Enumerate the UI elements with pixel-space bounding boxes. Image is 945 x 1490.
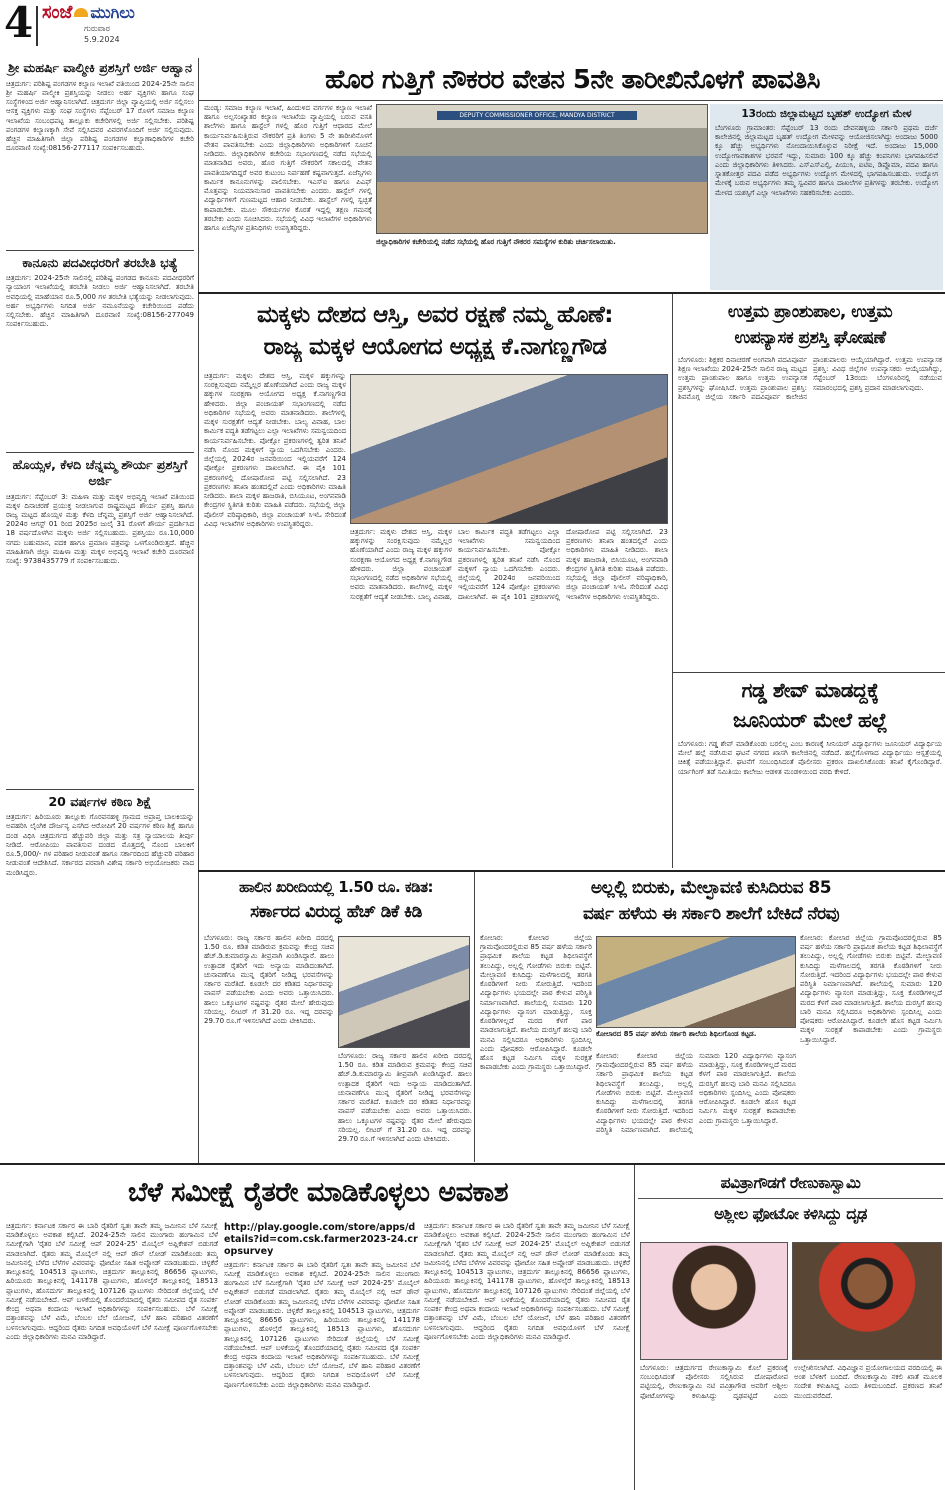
crop-app-link[interactable]: http://play.google.com/store/apps/details?id=com.csk.farmer2023-24.cropsurvey <box>224 1222 418 1257</box>
school-col-2 <box>596 1052 796 1160</box>
story-valmiki-body: ಚಿತ್ರದುರ್ಗ: ಪರಿಶಿಷ್ಟ ಪಂಗಡಗಳ ಕಲ್ಯಾಣ ಇಲಾಖೆ ವತಿಯಿಂದ 2024-25ನೇ ಸಾಲಿನ ಶ್ರೀ ಮಹರ್ಷಿ ವಾಲ್ಮೀಕಿ ಪ್ರಶಸ್ತಿಯನ್ನು ನೀಡಲು ಅರ್ಹ ವ್ಯಕ್ತಿಗಳು ಹಾಗೂ ಸಂಘ ಸಂಸ್ಥೆಗಳಿಂದ ಅರ್ಜಿ ಆಹ್ವಾನಿಸಲಾಗಿದೆ. ಚಿತ್ರದುರ್ಗ ಜಿಲ್ಲಾ ವ್ಯಾಪ್ತಿಯಲ್ಲಿ ಅರ್ಜಿ ಸಲ್ಲಿಸಲು ಆಸಕ್ತ ವ್ಯಕ್ತಿಗಳು ಮತ್ತು ಸಂಘ ಸಂಸ್ಥೆಗಳು ಸೆಪ್ಟೆಂಬರ್ 17 ರೊಳಗೆ ಸಮಾಜ ಕಲ್ಯಾಣ ಇಲಾಖೆಯ ಸಂಬಂಧಪಟ್ಟ ತಾಲ್ಲೂಕು ಕಚೇರಿಗಳಲ್ಲಿ ಅರ್ಜಿ ಸಲ್ಲಿಸಬೇಕು. ಪರಿಶಿಷ್ಟ ಪಂಗಡಗಳ ಕಲ್ಯಾಣಕ್ಕಾಗಿ ಸೇವೆ ಸಲ್ಲಿಸಿದವರ ವಿವರಗಳೊಂದಿಗೆ ಅರ್ಜಿ ಸಲ್ಲಿಸುವುದು. ಹೆಚ್ಚಿನ ಮಾಹಿತಿಗಾಗಿ ಜಿಲ್ಲಾ ಪರಿಶಿಷ್ಟ ಪಂಗಡಗಳ ಕಲ್ಯಾಣಾಧಿಕಾರಿಗಳ ಕಚೇರಿ ದೂರವಾಣಿ ಸಂಖ್ಯೆ:08156-277117 ಸಂಪರ್ಕಿಸಬಹುದು. <box>6 79 194 153</box>
jobfair-body: ಬೆಂಗಳೂರು ಗ್ರಾಮಾಂತರ: ಸೆಪ್ಟೆಂಬರ್ 13 ರಂದು ದೇವನಹಳ್ಳಿಯ ಸರ್ಕಾರಿ ಪ್ರಥಮ ದರ್ಜೆ ಕಾಲೇಜಿನಲ್ಲಿ ಜಿಲ್ಲಾಮಟ್ಟದ ಬೃಹತ್ ಉದ್ಯೋಗ ಮೇಳವನ್ನು ಆಯೋಜಿಸಲಾಗಿದ್ದು ಅಂದಾಜು 5000 ಕ್ಕೂ ಹೆಚ್ಚು ಅಭ್ಯರ್ಥಿಗಳು ನೋಂದಾಯಿಸಿಕೊಳ್ಳುವ ನಿರೀಕ್ಷೆ ಇದೆ. ಅಂದಾಜು 15,000 ಉದ್ಯೋಗಾವಕಾಶಗಳ ಭರವಸೆ ಇದ್ದು, ಸುಮಾರು 100 ಕ್ಕೂ ಹೆಚ್ಚು ಕಂಪನಿಗಳು ಭಾಗವಹಿಸಲಿವೆ ಎಂದು ಜಿಲ್ಲಾಧಿಕಾರಿಗಳು ತಿಳಿಸಿದರು. ಎಸ್ಎಸ್ಎಲ್ಸಿ, ಪಿಯುಸಿ, ಐಟಿಐ, ಡಿಪ್ಲೊಮಾ, ಪದವಿ ಹಾಗೂ ಸ್ನಾತಕೋತ್ತರ ಪದವಿ ಪಡೆದ ಅಭ್ಯರ್ಥಿಗಳು ಉದ್ಯೋಗ ಮೇಳದಲ್ಲಿ ಭಾಗವಹಿಸಬಹುದು. ಉದ್ಯೋಗ ಮೇಳಕ್ಕೆ ಬರುವ ಅಭ್ಯರ್ಥಿಗಳು ತಮ್ಮ ಸ್ವವಿವರ ಹಾಗೂ ದಾಖಲೆಗಳ ಪ್ರತಿಗಳನ್ನು ತರಬೇಕು. ಉದ್ಯೋಗ ಮೇಳದ ಯಶಸ್ಸಿಗೆ ಎಲ್ಲಾ ಇಲಾಖೆಗಳು ಸಹಕರಿಸಬೇಕು ಎಂದರು. <box>715 124 938 197</box>
divider-left-column <box>198 58 199 1163</box>
beard-body-col <box>678 740 942 866</box>
award-body-col <box>678 356 942 668</box>
story-valmiki-headline: ಶ್ರೀ ಮಹರ್ಷಿ ವಾಲ್ಮೀಕಿ ಪ್ರಶಸ್ತಿಗೆ ಅರ್ಜಿ ಆಹ್ವಾನ <box>8 60 192 75</box>
divider-crop-pavithra <box>634 1165 635 1490</box>
divider-top-band <box>198 100 943 101</box>
lead-col-1 <box>204 104 372 290</box>
brand-left: ಸಂಜೆ <box>42 2 73 23</box>
pavithra-body: ಬೆಂಗಳೂರು: ಚಿತ್ರದುರ್ಗದ ರೇಣುಕಾಸ್ವಾಮಿ ಕೊಲೆ ಪ್ರಕರಣಕ್ಕೆ ಸಂಬಂಧಿಸಿದಂತೆ ಪೊಲೀಸರು ಸಲ್ಲಿಸಿರುವ ದೋಷಾರೋಪ ಪಟ್ಟಿಯಲ್ಲಿ, ರೇಣುಕಾಸ್ವಾಮಿ ನಟಿ ಪವಿತ್ರಾಗೌಡ ಅವರಿಗೆ ಅಶ್ಲೀಲ ಫೋಟೋಗಳನ್ನು ಕಳುಹಿಸಿದ್ದು ದೃಢಪಟ್ಟಿದೆ ಎಂದು ಉಲ್ಲೇಖಿಸಲಾಗಿದೆ. ವಿಧಿವಿಜ್ಞಾನ ಪ್ರಯೋಗಾಲಯದ ವರದಿಯಲ್ಲಿ ಈ ಅಂಶ ಬೆಳಕಿಗೆ ಬಂದಿದೆ. ರೇಣುಕಾಸ್ವಾಮಿ ನಕಲಿ ಖಾತೆ ಮೂಲಕ ಸಂದೇಶ ಕಳುಹಿಸಿದ್ದ ಎಂದು ತಿಳಿದುಬಂದಿದೆ. ಪ್ರಕರಣದ ತನಿಖೆ ಮುಂದುವರೆದಿದೆ. <box>640 1364 942 1400</box>
pavithra-headline-2: ಅಶ್ಲೀಲ ಫೋಟೋ ಕಳಿಸಿದ್ದು ದೃಢ <box>714 1205 867 1223</box>
school-photo <box>596 936 796 1028</box>
divider-milk-school <box>474 872 475 1162</box>
school-photo-caption: ಕೋಲಾರದ 85 ವರ್ಷ ಹಳೆಯ ಸರ್ಕಾರಿ ಶಾಲೆಯ ಶಿಥಿಲಗೊಂಡ ಕಟ್ಟಡ. <box>596 1030 757 1038</box>
issue-date: 5.9.2024 <box>84 35 120 44</box>
sun-icon <box>74 8 88 17</box>
crop-body-cont-2: ಚಿತ್ರದುರ್ಗ: ಕರ್ನಾಟಕ ಸರ್ಕಾರ ಈ ಬಾರಿ ರೈತರಿಗೆ ಸ್ವತಃ ತಾವೇ ತಮ್ಮ ಜಮೀನಿನ ಬೆಳೆ ಸಮೀಕ್ಷೆ ಮಾಡಿಕೊಳ್ಳಲು ಅವಕಾಶ ಕಲ್ಪಿಸಿದೆ. 2024-25ನೇ ಸಾಲಿನ ಮುಂಗಾರು ಹಂಗಾಮಿನ ಬೆಳೆ ಸಮೀಕ್ಷೆಗಾಗಿ 'ರೈತರ ಬೆಳೆ ಸಮೀಕ್ಷೆ ಆಪ್ 2024-25' ಮೊಬೈಲ್ ಅಪ್ಲಿಕೇಶನ್ ಬಿಡುಗಡೆ ಮಾಡಲಾಗಿದೆ. ರೈತರು ತಮ್ಮ ಮೊಬೈಲ್ ನಲ್ಲಿ ಆಪ್ ಡೌನ್ ಲೋಡ್ ಮಾಡಿಕೊಂಡು ತಮ್ಮ ಜಮೀನಿನಲ್ಲಿ ಬೆಳೆದ ಬೆಳೆಗಳ ವಿವರವನ್ನು ಫೋಟೋ ಸಹಿತ ಅಪ್ಲೋಡ್ ಮಾಡಬಹುದು. ಚಳ್ಳಕೆರೆ ತಾಲ್ಲೂಕಿನಲ್ಲಿ 104513 ಪ್ಲಾಟುಗಳು, ಚಿತ್ರದುರ್ಗ ತಾಲ್ಲೂಕಿನಲ್ಲಿ 86656 ಪ್ಲಾಟುಗಳು, ಹಿರಿಯೂರು ತಾಲ್ಲೂಕಿನಲ್ಲಿ 141178 ಪ್ಲಾಟುಗಳು, ಹೊಳಲ್ಕೆರೆ ತಾಲ್ಲೂಕಿನಲ್ಲಿ 18513 ಪ್ಲಾಟುಗಳು, ಹೊಸದುರ್ಗ ತಾಲ್ಲೂಕಿನಲ್ಲಿ 107126 ಪ್ಲಾಟುಗಳು ಸೇರಿದಂತೆ ಜಿಲ್ಲೆಯಲ್ಲಿ ಬೆಳೆ ಸಮೀಕ್ಷೆ ನಡೆಯಬೇಕಿದೆ. ಆಪ್ ಬಳಕೆಯಲ್ಲಿ ತೊಂದರೆಯಾದಲ್ಲಿ ರೈತರು ಸಮೀಪದ ರೈತ ಸಂಪರ್ಕ ಕೇಂದ್ರ ಅಥವಾ ಕಂದಾಯ ಇಲಾಖೆ ಅಧಿಕಾರಿಗಳನ್ನು ಸಂಪರ್ಕಿಸಬಹುದು. ಬೆಳೆ ಸಮೀಕ್ಷೆ ದತ್ತಾಂಶವನ್ನು ಬೆಳೆ ವಿಮೆ, ಬೆಂಬಲ ಬೆಲೆ ಯೋಜನೆ, ಬೆಳೆ ಹಾನಿ ಪರಿಹಾರ ವಿತರಣೆಗೆ ಬಳಸಲಾಗುವುದು. ಆದ್ದರಿಂದ ರೈತರು ನಿಗದಿತ ಅವಧಿಯೊಳಗೆ ಬೆಳೆ ಸಮೀಕ್ಷೆ ಪೂರ್ಣಗೊಳಿಸಬೇಕು ಎಂದು ಜಿಲ್ಲಾಧಿಕಾರಿಗಳು ಮನವಿ ಮಾಡಿದ್ದಾರೆ. <box>424 1222 630 1341</box>
beard-headline-1: ಗಡ್ಡ ಶೇವ್ ಮಾಡದ್ದಕ್ಕೆ <box>741 678 879 702</box>
divider-bottom-band <box>0 1163 945 1165</box>
beard-headline-2: ಜೂನಿಯರ್ ಮೇಲೆ ಹಲ್ಲೆ <box>732 708 888 732</box>
milk-col-1 <box>204 934 334 1160</box>
milk-col-2 <box>338 1052 472 1160</box>
commission-headline-1: ಮಕ್ಕಳು ದೇಶದ ಆಸ್ತಿ, ಅವರ ರಕ್ಷಣೆ ನಮ್ಮ ಹೊಣೆ: <box>257 302 613 328</box>
commission-body-cont: ಚಿತ್ರದುರ್ಗ: ಮಕ್ಕಳು ದೇಶದ ಆಸ್ತಿ, ಮಕ್ಕಳ ಹಕ್ಕುಗಳನ್ನು ಸಂರಕ್ಷಿಸುವುದು ನಮ್ಮೆಲ್ಲರ ಹೊಣೆಯಾಗಿದೆ ಎಂದು ರಾಜ್ಯ ಮಕ್ಕಳ ಹಕ್ಕುಗಳ ಸಂರಕ್ಷಣಾ ಆಯೋಗದ ಅಧ್ಯಕ್ಷ ಕೆ.ನಾಗಣ್ಣಗೌಡ ಹೇಳಿದರು. ಜಿಲ್ಲಾ ಪಂಚಾಯತ್ ಸಭಾಂಗಣದಲ್ಲಿ ನಡೆದ ಅಧಿಕಾರಿಗಳ ಸಭೆಯಲ್ಲಿ ಅವರು ಮಾತನಾಡಿದರು. ಶಾಲೆಗಳಲ್ಲಿ ಮಕ್ಕಳ ಸುರಕ್ಷತೆಗೆ ಆದ್ಯತೆ ನೀಡಬೇಕು. ಬಾಲ್ಯ ವಿವಾಹ, ಬಾಲ ಕಾರ್ಮಿಕ ಪದ್ಧತಿ ತಡೆಗಟ್ಟಲು ಎಲ್ಲಾ ಇಲಾಖೆಗಳು ಸಮನ್ವಯದಿಂದ ಕಾರ್ಯನಿರ್ವಹಿಸಬೇಕು. ಪೋಕ್ಸೋ ಪ್ರಕರಣಗಳಲ್ಲಿ ತ್ವರಿತ ತನಿಖೆ ನಡೆಸಿ ನೊಂದ ಮಕ್ಕಳಿಗೆ ನ್ಯಾಯ ಒದಗಿಸಬೇಕು ಎಂದರು. ಜಿಲ್ಲೆಯಲ್ಲಿ 2024ರ ಜನವರಿಯಿಂದ ಇಲ್ಲಿಯವರೆಗೆ 124 ಪೋಕ್ಸೋ ಪ್ರಕರಣಗಳು ದಾಖಲಾಗಿವೆ. ಈ ಪೈಕಿ 101 ಪ್ರಕರಣಗಳಲ್ಲಿ ದೋಷಾರೋಪ ಪಟ್ಟಿ ಸಲ್ಲಿಸಲಾಗಿದೆ. 23 ಪ್ರಕರಣಗಳು ತನಿಖಾ ಹಂತದಲ್ಲಿವೆ ಎಂದು ಅಧಿಕಾರಿಗಳು ಮಾಹಿತಿ ನೀಡಿದರು. ಶಾಲಾ ಮಕ್ಕಳ ಹಾಜರಾತಿ, ಬಿಸಿಯೂಟ, ಅಂಗನವಾಡಿ ಕೇಂದ್ರಗಳ ಸ್ಥಿತಿಗತಿ ಕುರಿತು ಮಾಹಿತಿ ಪಡೆದರು. ಸಭೆಯಲ್ಲಿ ಜಿಲ್ಲಾ ಪೊಲೀಸ್ ವರಿಷ್ಠಾಧಿಕಾರಿ, ಜಿಲ್ಲಾ ಪಂಚಾಯತ್ ಸಿಇಓ ಸೇರಿದಂತೆ ವಿವಿಧ ಇಲಾಖೆಗಳ ಅಧಿಕಾರಿಗಳು ಉಪಸ್ಥಿತರಿದ್ದರು. <box>350 528 668 601</box>
jobfair-headline: 13ರಂದು ಜಿಲ್ಲಾಮಟ್ಟದ ಬೃಹತ್ ಉದ್ಯೋಗ ಮೇಳ <box>741 108 912 120</box>
commission-headline-2: ರಾಜ್ಯ ಮಕ್ಕಳ ಆಯೋಗದ ಅಧ್ಯಕ್ಷ ಕೆ.ನಾಗಣ್ಣಗೌಡ <box>263 334 607 360</box>
milk-body-cont: ಬೆಂಗಳೂರು: ರಾಜ್ಯ ಸರ್ಕಾರ ಹಾಲಿನ ಖರೀದಿ ದರದಲ್ಲಿ 1.50 ರೂ. ಕಡಿತ ಮಾಡಿರುವ ಕ್ರಮವನ್ನು ಕೇಂದ್ರ ಸಚಿವ ಹೆಚ್.ಡಿ.ಕುಮಾರಸ್ವಾಮಿ ತೀವ್ರವಾಗಿ ಖಂಡಿಸಿದ್ದಾರೆ. ಹಾಲು ಉತ್ಪಾದಕ ರೈತರಿಗೆ ಇದು ಅನ್ಯಾಯ ಮಾಡಿದಂತಾಗಿದೆ. ಚುನಾವಣೆಗೂ ಮುನ್ನ ರೈತರಿಗೆ ನೀಡಿದ್ದ ಭರವಸೆಗಳನ್ನು ಸರ್ಕಾರ ಮರೆತಿದೆ. ಕೂಡಲೇ ದರ ಕಡಿತದ ನಿರ್ಧಾರವನ್ನು ವಾಪಸ್ ಪಡೆಯಬೇಕು ಎಂದು ಅವರು ಒತ್ತಾಯಿಸಿದರು. ಹಾಲು ಒಕ್ಕೂಟಗಳ ನಷ್ಟವನ್ನು ರೈತರ ಮೇಲೆ ಹೇರುವುದು ಸರಿಯಲ್ಲ. ಲೀಟರ್ ಗೆ 31.20 ರೂ. ಇದ್ದ ದರವನ್ನು 29.70 ರೂ.ಗೆ ಇಳಿಸಲಾಗಿದೆ ಎಂದು ಟೀಕಿಸಿದರು. <box>338 1052 472 1144</box>
story-bravery-body: ಚಿತ್ರದುರ್ಗ: ಸೆಪ್ಟೆಂಬರ್ 3: ಮಹಿಳಾ ಮತ್ತು ಮಕ್ಕಳ ಅಭಿವೃದ್ಧಿ ಇಲಾಖೆ ವತಿಯಿಂದ ಮಕ್ಕಳ ದಿನಾಚರಣೆ ಪ್ರಯುಕ್ತ ನೀಡಲಾಗುವ ರಾಷ್ಟ್ರಮಟ್ಟದ ಶೌರ್ಯ ಪ್ರಶಸ್ತಿ ಹಾಗೂ ರಾಜ್ಯ ಮಟ್ಟದ ಹೊಯ್ಸಳ ಮತ್ತು ಕೆಳದಿ ಚೆನ್ನಮ್ಮ ಪ್ರಶಸ್ತಿಗೆ ಅರ್ಜಿ ಆಹ್ವಾನಿಸಲಾಗಿದೆ. 2024ರ ಆಗಸ್ಟ್ 01 ರಿಂದ 2025ರ ಜುಲೈ 31 ರೊಳಗೆ ಶೌರ್ಯ ಪ್ರದರ್ಶಿಸಿದ 18 ವರ್ಷದೊಳಗಿನ ಮಕ್ಕಳು ಅರ್ಜಿ ಸಲ್ಲಿಸಬಹುದು. ಪ್ರಶಸ್ತಿಯು ರೂ.10,000 ನಗದು ಬಹುಮಾನ, ಪದಕ ಹಾಗೂ ಪ್ರಮಾಣ ಪತ್ರವನ್ನು ಒಳಗೊಂಡಿರುತ್ತದೆ. ಹೆಚ್ಚಿನ ಮಾಹಿತಿಗಾಗಿ ಜಿಲ್ಲಾ ಮಹಿಳಾ ಮತ್ತು ಮಕ್ಕಳ ಅಭಿವೃದ್ಧಿ ಇಲಾಖೆ ಕಚೇರಿ ದೂರವಾಣಿ ಸಂಖ್ಯೆ: 9738435779 ಗೆ ಸಂಪರ್ಕಿಸಬಹುದು. <box>6 492 194 566</box>
pavithra-headline-box <box>638 1168 943 1238</box>
divider-right-stack <box>672 294 673 868</box>
award-headline-1: ಉತ್ತಮ ಪ್ರಾಂಶುಪಾಲ, ಉತ್ತಮ <box>727 302 893 322</box>
photo-sign: DEPUTY COMMISSIONER OFFICE, MANDYA DISTRICT <box>437 111 637 120</box>
pavithra-photo <box>640 1242 788 1360</box>
story-sentence-headline: 20 ವರ್ಷಗಳ ಕಠಿಣ ಶಿಕ್ಷೆ <box>6 789 194 810</box>
commission-col-2 <box>350 528 668 866</box>
school-headline-2: ವರ್ಷ ಹಳೆಯ ಈ ಸರ್ಕಾರಿ ಶಾಲೆಗೆ ಬೇಕಿದೆ ನೆರವು <box>582 904 840 924</box>
school-body: ಕೋಲಾರ: ಕೋಲಾರ ಜಿಲ್ಲೆಯ ಗ್ರಾಮವೊಂದರಲ್ಲಿರುವ 85 ವರ್ಷ ಹಳೆಯ ಸರ್ಕಾರಿ ಪ್ರಾಥಮಿಕ ಶಾಲೆಯ ಕಟ್ಟಡ ಶಿಥಿಲಾವಸ್ಥೆಗೆ ತಲುಪಿದ್ದು, ಅಲ್ಲಲ್ಲಿ ಗೋಡೆಗಳು ಬಿರುಕು ಬಿಟ್ಟಿವೆ. ಮೇಲ್ಛಾವಣಿ ಕುಸಿದಿದ್ದು ಮಳೆಗಾಲದಲ್ಲಿ ತರಗತಿ ಕೊಠಡಿಗಳಿಗೆ ನೀರು ಸೋರುತ್ತಿದೆ. ಇದರಿಂದ ವಿದ್ಯಾರ್ಥಿಗಳು ಭಯದಲ್ಲೇ ಪಾಠ ಕೇಳುವ ಪರಿಸ್ಥಿತಿ ನಿರ್ಮಾಣವಾಗಿದೆ. ಶಾಲೆಯಲ್ಲಿ ಸುಮಾರು 120 ವಿದ್ಯಾರ್ಥಿಗಳು ವ್ಯಾಸಂಗ ಮಾಡುತ್ತಿದ್ದು, ಸೂಕ್ತ ಕೊಠಡಿಗಳಿಲ್ಲದೆ ಮರದ ಕೆಳಗೆ ಪಾಠ ಮಾಡಲಾಗುತ್ತಿದೆ. ಶಾಲೆಯ ದುರಸ್ತಿಗೆ ಹಲವು ಬಾರಿ ಮನವಿ ಸಲ್ಲಿಸಿದರೂ ಅಧಿಕಾರಿಗಳು ಸ್ಪಂದಿಸಿಲ್ಲ ಎಂದು ಪೋಷಕರು ಆರೋಪಿಸಿದ್ದಾರೆ. ಕೂಡಲೇ ಹೊಸ ಕಟ್ಟಡ ನಿರ್ಮಿಸಿ ಮಕ್ಕಳ ಸುರಕ್ಷತೆ ಕಾಪಾಡಬೇಕು ಎಂದು ಗ್ರಾಮಸ್ಥರು ಒತ್ತಾಯಿಸಿದ್ದಾರೆ. <box>480 934 592 1072</box>
beard-body: ಬೆಂಗಳೂರು: ಗಡ್ಡ ಶೇವ್ ಮಾಡಿಕೊಂಡು ಬರಲಿಲ್ಲ ಎಂಬ ಕಾರಣಕ್ಕೆ ಸೀನಿಯರ್ ವಿದ್ಯಾರ್ಥಿಗಳು ಜೂನಿಯರ್ ವಿದ್ಯಾರ್ಥಿಯ ಮೇಲೆ ಹಲ್ಲೆ ನಡೆಸಿರುವ ಘಟನೆ ನಗರದ ಖಾಸಗಿ ಕಾಲೇಜಿನಲ್ಲಿ ನಡೆದಿದೆ. ಹಲ್ಲೆಗೊಳಗಾದ ವಿದ್ಯಾರ್ಥಿಯು ಆಸ್ಪತ್ರೆಯಲ್ಲಿ ಚಿಕಿತ್ಸೆ ಪಡೆಯುತ್ತಿದ್ದಾನೆ. ಘಟನೆಗೆ ಸಂಬಂಧಿಸಿದಂತೆ ಪೊಲೀಸರು ಪ್ರಕರಣ ದಾಖಲಿಸಿಕೊಂಡು ತನಿಖೆ ಕೈಗೊಂಡಿದ್ದಾರೆ. ರ್ಯಾಗಿಂಗ್ ತಡೆ ಸಮಿತಿಯು ಕಾಲೇಜು ಆಡಳಿತ ಮಂಡಳಿಯಿಂದ ವರದಿ ಕೇಳಿದೆ. <box>678 740 942 776</box>
school-col-3 <box>800 934 942 1160</box>
school-caption-col <box>596 1030 796 1050</box>
lead-headline: ಹೊರ ಗುತ್ತಿಗೆ ನೌಕರರ ವೇತನ 5ನೇ ತಾರೀಖಿನೊಳಗೆ ಪಾವತಿಸಿ <box>325 65 820 95</box>
crop-col-3 <box>424 1222 630 1486</box>
crop-body-cont: ಚಿತ್ರದುರ್ಗ: ಕರ್ನಾಟಕ ಸರ್ಕಾರ ಈ ಬಾರಿ ರೈತರಿಗೆ ಸ್ವತಃ ತಾವೇ ತಮ್ಮ ಜಮೀನಿನ ಬೆಳೆ ಸಮೀಕ್ಷೆ ಮಾಡಿಕೊಳ್ಳಲು ಅವಕಾಶ ಕಲ್ಪಿಸಿದೆ. 2024-25ನೇ ಸಾಲಿನ ಮುಂಗಾರು ಹಂಗಾಮಿನ ಬೆಳೆ ಸಮೀಕ್ಷೆಗಾಗಿ 'ರೈತರ ಬೆಳೆ ಸಮೀಕ್ಷೆ ಆಪ್ 2024-25' ಮೊಬೈಲ್ ಅಪ್ಲಿಕೇಶನ್ ಬಿಡುಗಡೆ ಮಾಡಲಾಗಿದೆ. ರೈತರು ತಮ್ಮ ಮೊಬೈಲ್ ನಲ್ಲಿ ಆಪ್ ಡೌನ್ ಲೋಡ್ ಮಾಡಿಕೊಂಡು ತಮ್ಮ ಜಮೀನಿನಲ್ಲಿ ಬೆಳೆದ ಬೆಳೆಗಳ ವಿವರವನ್ನು ಫೋಟೋ ಸಹಿತ ಅಪ್ಲೋಡ್ ಮಾಡಬಹುದು. ಚಳ್ಳಕೆರೆ ತಾಲ್ಲೂಕಿನಲ್ಲಿ 104513 ಪ್ಲಾಟುಗಳು, ಚಿತ್ರದುರ್ಗ ತಾಲ್ಲೂಕಿನಲ್ಲಿ 86656 ಪ್ಲಾಟುಗಳು, ಹಿರಿಯೂರು ತಾಲ್ಲೂಕಿನಲ್ಲಿ 141178 ಪ್ಲಾಟುಗಳು, ಹೊಳಲ್ಕೆರೆ ತಾಲ್ಲೂಕಿನಲ್ಲಿ 18513 ಪ್ಲಾಟುಗಳು, ಹೊಸದುರ್ಗ ತಾಲ್ಲೂಕಿನಲ್ಲಿ 107126 ಪ್ಲಾಟುಗಳು ಸೇರಿದಂತೆ ಜಿಲ್ಲೆಯಲ್ಲಿ ಬೆಳೆ ಸಮೀಕ್ಷೆ ನಡೆಯಬೇಕಿದೆ. ಆಪ್ ಬಳಕೆಯಲ್ಲಿ ತೊಂದರೆಯಾದಲ್ಲಿ ರೈತರು ಸಮೀಪದ ರೈತ ಸಂಪರ್ಕ ಕೇಂದ್ರ ಅಥವಾ ಕಂದಾಯ ಇಲಾಖೆ ಅಧಿಕಾರಿಗಳನ್ನು ಸಂಪರ್ಕಿಸಬಹುದು. ಬೆಳೆ ಸಮೀಕ್ಷೆ ದತ್ತಾಂಶವನ್ನು ಬೆಳೆ ವಿಮೆ, ಬೆಂಬಲ ಬೆಲೆ ಯೋಜನೆ, ಬೆಳೆ ಹಾನಿ ಪರಿಹಾರ ವಿತರಣೆಗೆ ಬಳಸಲಾಗುವುದು. ಆದ್ದರಿಂದ ರೈತರು ನಿಗದಿತ ಅವಧಿಯೊಳಗೆ ಬೆಳೆ ಸಮೀಕ್ಷೆ ಪೂರ್ಣಗೊಳಿಸಬೇಕು ಎಂದು ಜಿಲ್ಲಾಧಿಕಾರಿಗಳು ಮನವಿ ಮಾಡಿದ್ದಾರೆ. <box>224 1260 420 1389</box>
milk-photo <box>338 936 470 1048</box>
masthead <box>0 0 200 56</box>
school-body-cont: ಕೋಲಾರ: ಕೋಲಾರ ಜಿಲ್ಲೆಯ ಗ್ರಾಮವೊಂದರಲ್ಲಿರುವ 85 ವರ್ಷ ಹಳೆಯ ಸರ್ಕಾರಿ ಪ್ರಾಥಮಿಕ ಶಾಲೆಯ ಕಟ್ಟಡ ಶಿಥಿಲಾವಸ್ಥೆಗೆ ತಲುಪಿದ್ದು, ಅಲ್ಲಲ್ಲಿ ಗೋಡೆಗಳು ಬಿರುಕು ಬಿಟ್ಟಿವೆ. ಮೇಲ್ಛಾವಣಿ ಕುಸಿದಿದ್ದು ಮಳೆಗಾಲದಲ್ಲಿ ತರಗತಿ ಕೊಠಡಿಗಳಿಗೆ ನೀರು ಸೋರುತ್ತಿದೆ. ಇದರಿಂದ ವಿದ್ಯಾರ್ಥಿಗಳು ಭಯದಲ್ಲೇ ಪಾಠ ಕೇಳುವ ಪರಿಸ್ಥಿತಿ ನಿರ್ಮಾಣವಾಗಿದೆ. ಶಾಲೆಯಲ್ಲಿ ಸುಮಾರು 120 ವಿದ್ಯಾರ್ಥಿಗಳು ವ್ಯಾಸಂಗ ಮಾಡುತ್ತಿದ್ದು, ಸೂಕ್ತ ಕೊಠಡಿಗಳಿಲ್ಲದೆ ಮರದ ಕೆಳಗೆ ಪಾಠ ಮಾಡಲಾಗುತ್ತಿದೆ. ಶಾಲೆಯ ದುರಸ್ತಿಗೆ ಹಲವು ಬಾರಿ ಮನವಿ ಸಲ್ಲಿಸಿದರೂ ಅಧಿಕಾರಿಗಳು ಸ್ಪಂದಿಸಿಲ್ಲ ಎಂದು ಪೋಷಕರು ಆರೋಪಿಸಿದ್ದಾರೆ. ಕೂಡಲೇ ಹೊಸ ಕಟ್ಟಡ ನಿರ್ಮಿಸಿ ಮಕ್ಕಳ ಸುರಕ್ಷತೆ ಕಾಪಾಡಬೇಕು ಎಂದು ಗ್ರಾಮಸ್ಥರು ಒತ್ತಾಯಿಸಿದ್ದಾರೆ. <box>596 1052 796 1134</box>
story-law-body: ಚಿತ್ರದುರ್ಗ: 2024-25ನೇ ಸಾಲಿನಲ್ಲಿ ಪರಿಶಿಷ್ಟ ಪಂಗಡದ ಕಾನೂನು ಪದವೀಧರರಿಗೆ ನ್ಯಾಯಾಂಗ ಇಲಾಖೆಯಲ್ಲಿ ತರಬೇತಿ ನೀಡಲು ಅರ್ಜಿ ಆಹ್ವಾನಿಸಲಾಗಿದೆ. ತರಬೇತಿ ಅವಧಿಯಲ್ಲಿ ಮಾಹೆಯಾನ ರೂ.5,000 ಗಳ ತರಬೇತಿ ಭತ್ಯೆಯನ್ನು ನೀಡಲಾಗುವುದು. ಅರ್ಹ ಅಭ್ಯರ್ಥಿಗಳು ನಿಗದಿತ ಅರ್ಜಿ ನಮೂನೆಯನ್ನು ಕಚೇರಿಯಿಂದ ಪಡೆದು ಸಲ್ಲಿಸಬೇಕು. ಹೆಚ್ಚಿನ ಮಾಹಿತಿಗಾಗಿ ದೂರವಾಣಿ ಸಂಖ್ಯೆ:08156-277049 ಸಂಪರ್ಕಿಸಬಹುದು. <box>6 274 194 329</box>
story-sentence-body: ಚಿತ್ರದುರ್ಗ: ಹಿರಿಯೂರು ತಾಲ್ಲೂಕು ಗೊರವನಹಳ್ಳಿ ಗ್ರಾಮದ ಅಪ್ರಾಪ್ತ ಬಾಲಕಿಯನ್ನು ಅಪಹರಿಸಿ ಲೈಂಗಿಕ ದೌರ್ಜನ್ಯ ಎಸಗಿದ ಆರೋಪಿಗೆ 20 ವರ್ಷಗಳ ಕಠಿಣ ಶಿಕ್ಷೆ ಹಾಗೂ ದಂಡ ವಿಧಿಸಿ ಚಿತ್ರದುರ್ಗದ ಹೆಚ್ಚುವರಿ ಜಿಲ್ಲಾ ಮತ್ತು ಸತ್ರ ನ್ಯಾಯಾಲಯ ತೀರ್ಪು ನೀಡಿದೆ. ಆರೋಪಿಯು ಪಾವತಿಸುವ ದಂಡದ ಮೊತ್ತದಲ್ಲಿ ನೊಂದ ಬಾಲಕಿಗೆ ರೂ.5,000/- ಗಳ ಪರಿಹಾರ ನೀಡುವಂತೆ ಹಾಗೂ ಸರ್ಕಾರದಿಂದ ಹೆಚ್ಚುವರಿ ಪರಿಹಾರ ನೀಡುವಂತೆ ಆದೇಶಿಸಿದೆ. ಸರ್ಕಾರದ ಪರವಾಗಿ ವಿಶೇಷ ಸರ್ಕಾರಿ ಅಭಿಯೋಜಕರು ವಾದ ಮಂಡಿಸಿದ್ದರು. <box>6 813 194 877</box>
milk-headline-2: ಸರ್ಕಾರದ ವಿರುದ್ಧ ಹೆಚ್ ಡಿಕೆ ಕಿಡಿ <box>250 902 422 922</box>
divider-under-lead <box>198 292 945 294</box>
crop-body: ಚಿತ್ರದುರ್ಗ: ಕರ್ನಾಟಕ ಸರ್ಕಾರ ಈ ಬಾರಿ ರೈತರಿಗೆ ಸ್ವತಃ ತಾವೇ ತಮ್ಮ ಜಮೀನಿನ ಬೆಳೆ ಸಮೀಕ್ಷೆ ಮಾಡಿಕೊಳ್ಳಲು ಅವಕಾಶ ಕಲ್ಪಿಸಿದೆ. 2024-25ನೇ ಸಾಲಿನ ಮುಂಗಾರು ಹಂಗಾಮಿನ ಬೆಳೆ ಸಮೀಕ್ಷೆಗಾಗಿ 'ರೈತರ ಬೆಳೆ ಸಮೀಕ್ಷೆ ಆಪ್ 2024-25' ಮೊಬೈಲ್ ಅಪ್ಲಿಕೇಶನ್ ಬಿಡುಗಡೆ ಮಾಡಲಾಗಿದೆ. ರೈತರು ತಮ್ಮ ಮೊಬೈಲ್ ನಲ್ಲಿ ಆಪ್ ಡೌನ್ ಲೋಡ್ ಮಾಡಿಕೊಂಡು ತಮ್ಮ ಜಮೀನಿನಲ್ಲಿ ಬೆಳೆದ ಬೆಳೆಗಳ ವಿವರವನ್ನು ಫೋಟೋ ಸಹಿತ ಅಪ್ಲೋಡ್ ಮಾಡಬಹುದು. ಚಳ್ಳಕೆರೆ ತಾಲ್ಲೂಕಿನಲ್ಲಿ 104513 ಪ್ಲಾಟುಗಳು, ಚಿತ್ರದುರ್ಗ ತಾಲ್ಲೂಕಿನಲ್ಲಿ 86656 ಪ್ಲಾಟುಗಳು, ಹಿರಿಯೂರು ತಾಲ್ಲೂಕಿನಲ್ಲಿ 141178 ಪ್ಲಾಟುಗಳು, ಹೊಳಲ್ಕೆರೆ ತಾಲ್ಲೂಕಿನಲ್ಲಿ 18513 ಪ್ಲಾಟುಗಳು, ಹೊಸದುರ್ಗ ತಾಲ್ಲೂಕಿನಲ್ಲಿ 107126 ಪ್ಲಾಟುಗಳು ಸೇರಿದಂತೆ ಜಿಲ್ಲೆಯಲ್ಲಿ ಬೆಳೆ ಸಮೀಕ್ಷೆ ನಡೆಯಬೇಕಿದೆ. ಆಪ್ ಬಳಕೆಯಲ್ಲಿ ತೊಂದರೆಯಾದಲ್ಲಿ ರೈತರು ಸಮೀಪದ ರೈತ ಸಂಪರ್ಕ ಕೇಂದ್ರ ಅಥವಾ ಕಂದಾಯ ಇಲಾಖೆ ಅಧಿಕಾರಿಗಳನ್ನು ಸಂಪರ್ಕಿಸಬಹುದು. ಬೆಳೆ ಸಮೀಕ್ಷೆ ದತ್ತಾಂಶವನ್ನು ಬೆಳೆ ವಿಮೆ, ಬೆಂಬಲ ಬೆಲೆ ಯೋಜನೆ, ಬೆಳೆ ಹಾನಿ ಪರಿಹಾರ ವಿತರಣೆಗೆ ಬಳಸಲಾಗುವುದು. ಆದ್ದರಿಂದ ರೈತರು ನಿಗದಿತ ಅವಧಿಯೊಳಗೆ ಬೆಳೆ ಸಮೀಕ್ಷೆ ಪೂರ್ಣಗೊಳಿಸಬೇಕು ಎಂದು ಜಿಲ್ಲಾಧಿಕಾರಿಗಳು ಮನವಿ ಮಾಡಿದ್ದಾರೆ. <box>6 1222 218 1341</box>
page-number: 4 <box>4 0 34 47</box>
masthead-rule <box>36 6 38 46</box>
lead-col-2 <box>376 238 708 290</box>
brand-right: ಮುಗಿಲು <box>90 2 135 22</box>
jobfair-box <box>710 104 943 290</box>
award-headline-2: ಉಪನ್ಯಾಸಕ ಪ್ರಶಸ್ತಿ ಘೋಷಣೆ <box>734 328 886 348</box>
crop-col-1 <box>6 1222 218 1486</box>
commission-photo <box>350 374 668 524</box>
left-column <box>6 60 194 1160</box>
school-body-cont-2: ಕೋಲಾರ: ಕೋಲಾರ ಜಿಲ್ಲೆಯ ಗ್ರಾಮವೊಂದರಲ್ಲಿರುವ 85 ವರ್ಷ ಹಳೆಯ ಸರ್ಕಾರಿ ಪ್ರಾಥಮಿಕ ಶಾಲೆಯ ಕಟ್ಟಡ ಶಿಥಿಲಾವಸ್ಥೆಗೆ ತಲುಪಿದ್ದು, ಅಲ್ಲಲ್ಲಿ ಗೋಡೆಗಳು ಬಿರುಕು ಬಿಟ್ಟಿವೆ. ಮೇಲ್ಛಾವಣಿ ಕುಸಿದಿದ್ದು ಮಳೆಗಾಲದಲ್ಲಿ ತರಗತಿ ಕೊಠಡಿಗಳಿಗೆ ನೀರು ಸೋರುತ್ತಿದೆ. ಇದರಿಂದ ವಿದ್ಯಾರ್ಥಿಗಳು ಭಯದಲ್ಲೇ ಪಾಠ ಕೇಳುವ ಪರಿಸ್ಥಿತಿ ನಿರ್ಮಾಣವಾಗಿದೆ. ಶಾಲೆಯಲ್ಲಿ ಸುಮಾರು 120 ವಿದ್ಯಾರ್ಥಿಗಳು ವ್ಯಾಸಂಗ ಮಾಡುತ್ತಿದ್ದು, ಸೂಕ್ತ ಕೊಠಡಿಗಳಿಲ್ಲದೆ ಮರದ ಕೆಳಗೆ ಪಾಠ ಮಾಡಲಾಗುತ್ತಿದೆ. ಶಾಲೆಯ ದುರಸ್ತಿಗೆ ಹಲವು ಬಾರಿ ಮನವಿ ಸಲ್ಲಿಸಿದರೂ ಅಧಿಕಾರಿಗಳು ಸ್ಪಂದಿಸಿಲ್ಲ ಎಂದು ಪೋಷಕರು ಆರೋಪಿಸಿದ್ದಾರೆ. ಕೂಡಲೇ ಹೊಸ ಕಟ್ಟಡ ನಿರ್ಮಿಸಿ ಮಕ್ಕಳ ಸುರಕ್ಷತೆ ಕಾಪಾಡಬೇಕು ಎಂದು ಗ್ರಾಮಸ್ಥರು ಒತ್ತಾಯಿಸಿದ್ದಾರೆ. <box>800 934 942 1044</box>
award-body: ಬೆಂಗಳೂರು: ಶಿಕ್ಷಕರ ದಿನಾಚರಣೆ ಅಂಗವಾಗಿ ಪದವಿಪೂರ್ವ ಶಿಕ್ಷಣ ಇಲಾಖೆಯು 2024-25ನೇ ಸಾಲಿನ ರಾಜ್ಯ ಮಟ್ಟದ ಉತ್ತಮ ಪ್ರಾಂಶುಪಾಲ ಹಾಗೂ ಉತ್ತಮ ಉಪನ್ಯಾಸಕ ಪ್ರಶಸ್ತಿಗಳನ್ನು ಘೋಷಿಸಿದೆ. ಉತ್ತಮ ಪ್ರಾಂಶುಪಾಲ ಪ್ರಶಸ್ತಿ: ಶಿವಮೊಗ್ಗ ಜಿಲ್ಲೆಯ ಸರ್ಕಾರಿ ಪದವಿಪೂರ್ವ ಕಾಲೇಜಿನ ಪ್ರಾಂಶುಪಾಲರು ಆಯ್ಕೆಯಾಗಿದ್ದಾರೆ. ಉತ್ತಮ ಉಪನ್ಯಾಸಕ ಪ್ರಶಸ್ತಿ: ವಿವಿಧ ಜಿಲ್ಲೆಗಳ ಉಪನ್ಯಾಸಕರು ಆಯ್ಕೆಯಾಗಿದ್ದು, ಸೆಪ್ಟೆಂಬರ್ 13ರಂದು ಬೆಂಗಳೂರಿನಲ್ಲಿ ನಡೆಯುವ ಸಮಾರಂಭದಲ್ಲಿ ಪ್ರಶಸ್ತಿ ಪ್ರದಾನ ಮಾಡಲಾಗುವುದು. <box>678 356 942 401</box>
milk-body: ಬೆಂಗಳೂರು: ರಾಜ್ಯ ಸರ್ಕಾರ ಹಾಲಿನ ಖರೀದಿ ದರದಲ್ಲಿ 1.50 ರೂ. ಕಡಿತ ಮಾಡಿರುವ ಕ್ರಮವನ್ನು ಕೇಂದ್ರ ಸಚಿವ ಹೆಚ್.ಡಿ.ಕುಮಾರಸ್ವಾಮಿ ತೀವ್ರವಾಗಿ ಖಂಡಿಸಿದ್ದಾರೆ. ಹಾಲು ಉತ್ಪಾದಕ ರೈತರಿಗೆ ಇದು ಅನ್ಯಾಯ ಮಾಡಿದಂತಾಗಿದೆ. ಚುನಾವಣೆಗೂ ಮುನ್ನ ರೈತರಿಗೆ ನೀಡಿದ್ದ ಭರವಸೆಗಳನ್ನು ಸರ್ಕಾರ ಮರೆತಿದೆ. ಕೂಡಲೇ ದರ ಕಡಿತದ ನಿರ್ಧಾರವನ್ನು ವಾಪಸ್ ಪಡೆಯಬೇಕು ಎಂದು ಅವರು ಒತ್ತಾಯಿಸಿದರು. ಹಾಲು ಒಕ್ಕೂಟಗಳ ನಷ್ಟವನ್ನು ರೈತರ ಮೇಲೆ ಹೇರುವುದು ಸರಿಯಲ್ಲ. ಲೀಟರ್ ಗೆ 31.20 ರೂ. ಇದ್ದ ದರವನ್ನು 29.70 ರೂ.ಗೆ ಇಳಿಸಲಾಗಿದೆ ಎಂದು ಟೀಕಿಸಿದರು. <box>204 934 334 1026</box>
lead-photo-caption: ಜಿಲ್ಲಾಧಿಕಾರಿಗಳ ಕಚೇರಿಯಲ್ಲಿ ನಡೆದ ಸಭೆಯಲ್ಲಿ ಹೊರ ಗುತ್ತಿಗೆ ನೌಕರರ ಸಮಸ್ಯೆಗಳ ಕುರಿತು ಚರ್ಚಿಸಲಾಯಿತು. <box>376 238 616 246</box>
commission-body: ಚಿತ್ರದುರ್ಗ: ಮಕ್ಕಳು ದೇಶದ ಆಸ್ತಿ, ಮಕ್ಕಳ ಹಕ್ಕುಗಳನ್ನು ಸಂರಕ್ಷಿಸುವುದು ನಮ್ಮೆಲ್ಲರ ಹೊಣೆಯಾಗಿದೆ ಎಂದು ರಾಜ್ಯ ಮಕ್ಕಳ ಹಕ್ಕುಗಳ ಸಂರಕ್ಷಣಾ ಆಯೋಗದ ಅಧ್ಯಕ್ಷ ಕೆ.ನಾಗಣ್ಣಗೌಡ ಹೇಳಿದರು. ಜಿಲ್ಲಾ ಪಂಚಾಯತ್ ಸಭಾಂಗಣದಲ್ಲಿ ನಡೆದ ಅಧಿಕಾರಿಗಳ ಸಭೆಯಲ್ಲಿ ಅವರು ಮಾತನಾಡಿದರು. ಶಾಲೆಗಳಲ್ಲಿ ಮಕ್ಕಳ ಸುರಕ್ಷತೆಗೆ ಆದ್ಯತೆ ನೀಡಬೇಕು. ಬಾಲ್ಯ ವಿವಾಹ, ಬಾಲ ಕಾರ್ಮಿಕ ಪದ್ಧತಿ ತಡೆಗಟ್ಟಲು ಎಲ್ಲಾ ಇಲಾಖೆಗಳು ಸಮನ್ವಯದಿಂದ ಕಾರ್ಯನಿರ್ವಹಿಸಬೇಕು. ಪೋಕ್ಸೋ ಪ್ರಕರಣಗಳಲ್ಲಿ ತ್ವರಿತ ತನಿಖೆ ನಡೆಸಿ ನೊಂದ ಮಕ್ಕಳಿಗೆ ನ್ಯಾಯ ಒದಗಿಸಬೇಕು ಎಂದರು. ಜಿಲ್ಲೆಯಲ್ಲಿ 2024ರ ಜನವರಿಯಿಂದ ಇಲ್ಲಿಯವರೆಗೆ 124 ಪೋಕ್ಸೋ ಪ್ರಕರಣಗಳು ದಾಖಲಾಗಿವೆ. ಈ ಪೈಕಿ 101 ಪ್ರಕರಣಗಳಲ್ಲಿ ದೋಷಾರೋಪ ಪಟ್ಟಿ ಸಲ್ಲಿಸಲಾಗಿದೆ. 23 ಪ್ರಕರಣಗಳು ತನಿಖಾ ಹಂತದಲ್ಲಿವೆ ಎಂದು ಅಧಿಕಾರಿಗಳು ಮಾಹಿತಿ ನೀಡಿದರು. ಶಾಲಾ ಮಕ್ಕಳ ಹಾಜರಾತಿ, ಬಿಸಿಯೂಟ, ಅಂಗನವಾಡಿ ಕೇಂದ್ರಗಳ ಸ್ಥಿತಿಗತಿ ಕುರಿತು ಮಾಹಿತಿ ಪಡೆದರು. ಸಭೆಯಲ್ಲಿ ಜಿಲ್ಲಾ ಪೊಲೀಸ್ ವರಿಷ್ಠಾಧಿಕಾರಿ, ಜಿಲ್ಲಾ ಪಂಚಾಯತ್ ಸಿಇಓ ಸೇರಿದಂತೆ ವಿವಿಧ ಇಲಾಖೆಗಳ ಅಧಿಕಾರಿಗಳು ಉಪಸ್ಥಿತರಿದ್ದರು. <box>204 372 346 528</box>
divider-mid <box>198 870 945 872</box>
crop-headline: ಬೆಳೆ ಸಮೀಕ್ಷೆ ರೈತರೇ ಮಾಡಿಕೊಳ್ಳಲು ಅವಕಾಶ <box>127 1177 509 1208</box>
story-law-headline: ಕಾನೂನು ಪದವೀಧರರಿಗೆ ತರಬೇತಿ ಭತ್ಯೆ <box>6 250 194 271</box>
milk-headline-1: ಹಾಲಿನ ಖರೀದಿಯಲ್ಲಿ 1.50 ರೂ. ಕಡಿತ: <box>238 878 434 896</box>
logo <box>42 2 135 23</box>
crop-col-2 <box>224 1222 420 1486</box>
divider-award-beard <box>673 672 945 673</box>
weekday: ಗುರುವಾರ <box>84 24 110 33</box>
school-headline-1: ಅಲ್ಲಲ್ಲಿ ಬಿರುಕು, ಮೇಲ್ಛಾವಣಿ ಕುಸಿದಿರುವ 85 <box>590 878 832 898</box>
school-col-1 <box>480 934 592 1160</box>
pavithra-headline-1: ಪವಿತ್ರಾಗೌಡಗೆ ರೇಣುಕಾಸ್ವಾಮಿ <box>638 1168 943 1199</box>
renukaswamy-photo <box>792 1242 942 1360</box>
pavithra-body-col <box>640 1364 942 1486</box>
commission-col-1 <box>204 372 346 866</box>
lead-photo <box>376 104 708 234</box>
story-bravery-headline: ಹೊಯ್ಸಳ, ಕೆಳದಿ ಚೆನ್ನಮ್ಮ ಶೌರ್ಯ ಪ್ರಶಸ್ತಿಗೆ ಅರ್ಜಿ <box>6 452 194 488</box>
lead-body: ಮಂಡ್ಯ: ಸಮಾಜ ಕಲ್ಯಾಣ ಇಲಾಖೆ, ಹಿಂದುಳಿದ ವರ್ಗಗಳ ಕಲ್ಯಾಣ ಇಲಾಖೆ ಹಾಗೂ ಅಲ್ಪಸಂಖ್ಯಾತರ ಕಲ್ಯಾಣ ಇಲಾಖೆಯ ವ್ಯಾಪ್ತಿಯಲ್ಲಿ ಬರುವ ವಸತಿ ಶಾಲೆಗಳು ಹಾಗೂ ಹಾಸ್ಟೆಲ್ ಗಳಲ್ಲಿ ಹೊರ ಗುತ್ತಿಗೆ ಆಧಾರದ ಮೇಲೆ ಕಾರ್ಯನಿರ್ವಹಿಸುತ್ತಿರುವ ನೌಕರರಿಗೆ ಪ್ರತಿ ತಿಂಗಳು 5 ನೇ ತಾರೀಖಿನೊಳಗೆ ವೇತನ ಪಾವತಿಸಬೇಕು ಎಂದು ಜಿಲ್ಲಾಧಿಕಾರಿಗಳು ಅಧಿಕಾರಿಗಳಿಗೆ ಸೂಚನೆ ನೀಡಿದರು. ಜಿಲ್ಲಾಧಿಕಾರಿಗಳ ಕಚೇರಿಯ ಸಭಾಂಗಣದಲ್ಲಿ ನಡೆದ ಸಭೆಯಲ್ಲಿ ಮಾತನಾಡಿದ ಅವರು, ಹೊರ ಗುತ್ತಿಗೆ ನೌಕರರಿಗೆ ಸಕಾಲದಲ್ಲಿ ವೇತನ ಪಾವತಿಯಾಗದಿದ್ದರೆ ಅವರ ಕುಟುಂಬ ನಿರ್ವಹಣೆ ಕಷ್ಟವಾಗುತ್ತದೆ. ಏಜೆನ್ಸಿಗಳು ಕಾರ್ಮಿಕ ಕಾನೂನುಗಳನ್ನು ಪಾಲಿಸಬೇಕು. ಇಎಸ್ಐ ಹಾಗೂ ಪಿಎಫ್ ಮೊತ್ತವನ್ನು ನಿಯಮಾನುಸಾರ ಪಾವತಿಸಬೇಕು ಎಂದರು. ಹಾಸ್ಟೆಲ್ ಗಳಲ್ಲಿ ವಿದ್ಯಾರ್ಥಿಗಳಿಗೆ ಗುಣಮಟ್ಟದ ಆಹಾರ ನೀಡಬೇಕು. ಹಾಸ್ಟೆಲ್ ಗಳಲ್ಲಿ ಸ್ವಚ್ಛತೆ ಕಾಪಾಡಬೇಕು. ಮೂಲ ಸೌಕರ್ಯಗಳ ಕೊರತೆ ಇದ್ದಲ್ಲಿ ತಕ್ಷಣ ಗಮನಕ್ಕೆ ತರಬೇಕು ಎಂದು ಸೂಚಿಸಿದರು. ಸಭೆಯಲ್ಲಿ ವಿವಿಧ ಇಲಾಖೆಗಳ ಅಧಿಕಾರಿಗಳು ಹಾಗೂ ಏಜೆನ್ಸಿಗಳ ಪ್ರತಿನಿಧಿಗಳು ಉಪಸ್ಥಿತರಿದ್ದರು. <box>204 104 372 233</box>
